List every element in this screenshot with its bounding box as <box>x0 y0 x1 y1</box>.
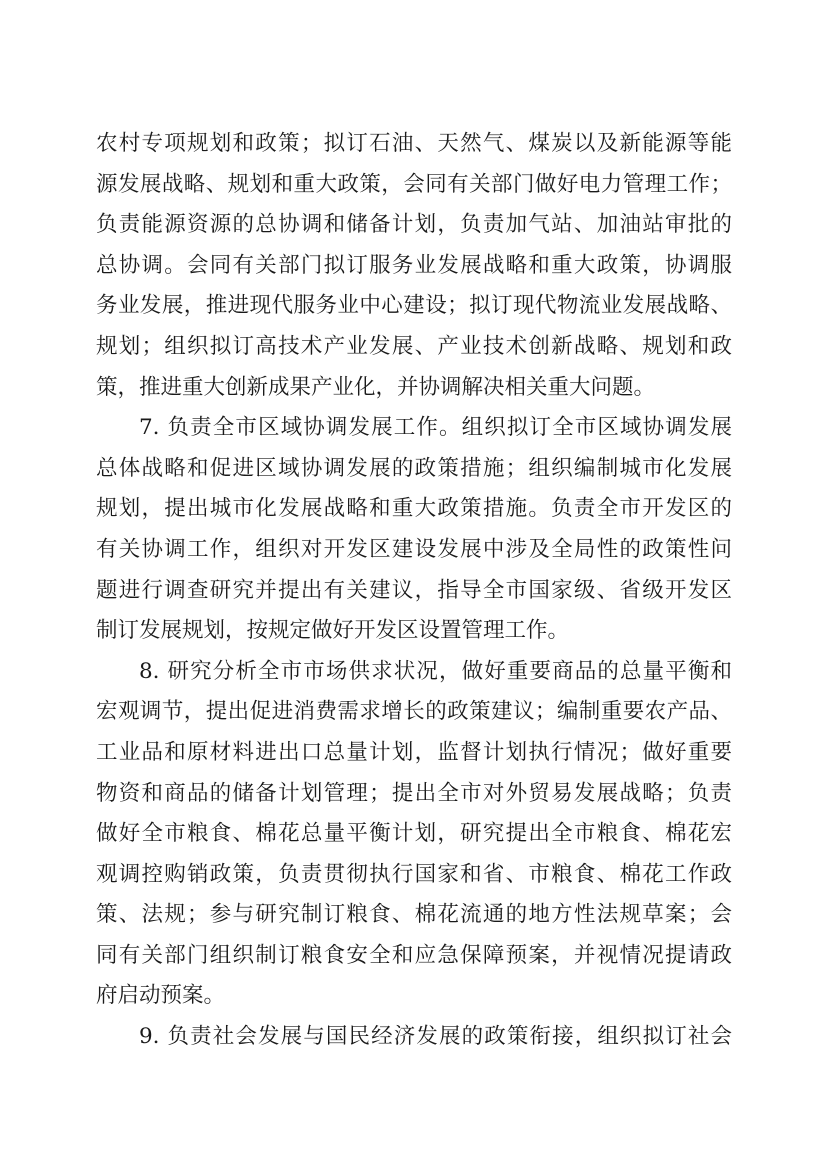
text-line: 源发展战略、规划和重大政策，会同有关部门做好电力管理工作； <box>96 171 732 197</box>
text-line: 观调控购销政策，负责贯彻执行国家和省、市粮食、棉花工作政 <box>96 861 732 887</box>
paragraph <box>96 1017 732 1058</box>
text-line: 宏观调节，提出促进消费需求增长的政策建议；编制重要农产品、 <box>96 699 732 725</box>
text-line: 7. 负责全市区域协调发展工作。组织拟订全市区域协调发展 <box>139 415 732 441</box>
text-line: 制订发展规划，按规定做好开发区设置管理工作。 <box>96 618 570 644</box>
text-line: 规划，提出城市化发展战略和重大政策措施。负责全市开发区的 <box>96 496 732 522</box>
text-line: 题进行调查研究并提出有关建议，指导全市国家级、省级开发区 <box>96 577 732 603</box>
text-line: 农村专项规划和政策；拟订石油、天然气、煤炭以及新能源等能 <box>96 131 732 156</box>
paragraph <box>96 124 732 408</box>
text-line: 9. 负责社会发展与国民经济发展的政策衔接，组织拟订社会 <box>139 1024 732 1050</box>
text-line: 工业品和原材料进出口总量计划，监督计划执行情况；做好重要 <box>96 739 732 765</box>
text-line: 策，推进重大创新成果产业化，并协调解决相关重大问题。 <box>96 374 656 400</box>
text-line: 府启动预案。 <box>96 983 226 1009</box>
text-line: 做好全市粮食、棉花总量平衡计划，研究提出全市粮食、棉花宏 <box>96 821 732 847</box>
text-line: 总协调。会同有关部门拟订服务业发展战略和重大政策，协调服 <box>96 252 732 278</box>
text-line: 总体战略和促进区域协调发展的政策措施；组织编制城市化发展 <box>96 455 732 481</box>
text-line: 同有关部门组织制订粮食安全和应急保障预案，并视情况提请政 <box>96 942 732 968</box>
paragraph <box>96 408 732 652</box>
text-line: 负责能源资源的总协调和储备计划，负责加气站、加油站审批的 <box>96 212 732 238</box>
document-body <box>96 124 732 1058</box>
text-line: 有关协调工作，组织对开发区建设发展中涉及全局性的政策性问 <box>96 536 732 562</box>
text-line: 务业发展，推进现代服务业中心建设；拟订现代物流业发展战略、 <box>96 293 732 319</box>
text-line: 规划；组织拟订高技术产业发展、产业技术创新战略、规划和政 <box>96 333 732 359</box>
text-line: 8. 研究分析全市市场供求状况，做好重要商品的总量平衡和 <box>139 658 732 684</box>
text-line: 物资和商品的储备计划管理；提出全市对外贸易发展战略；负责 <box>96 780 732 806</box>
text-line: 策、法规；参与研究制订粮食、棉花流通的地方性法规草案；会 <box>96 902 732 928</box>
paragraph <box>96 652 732 1017</box>
